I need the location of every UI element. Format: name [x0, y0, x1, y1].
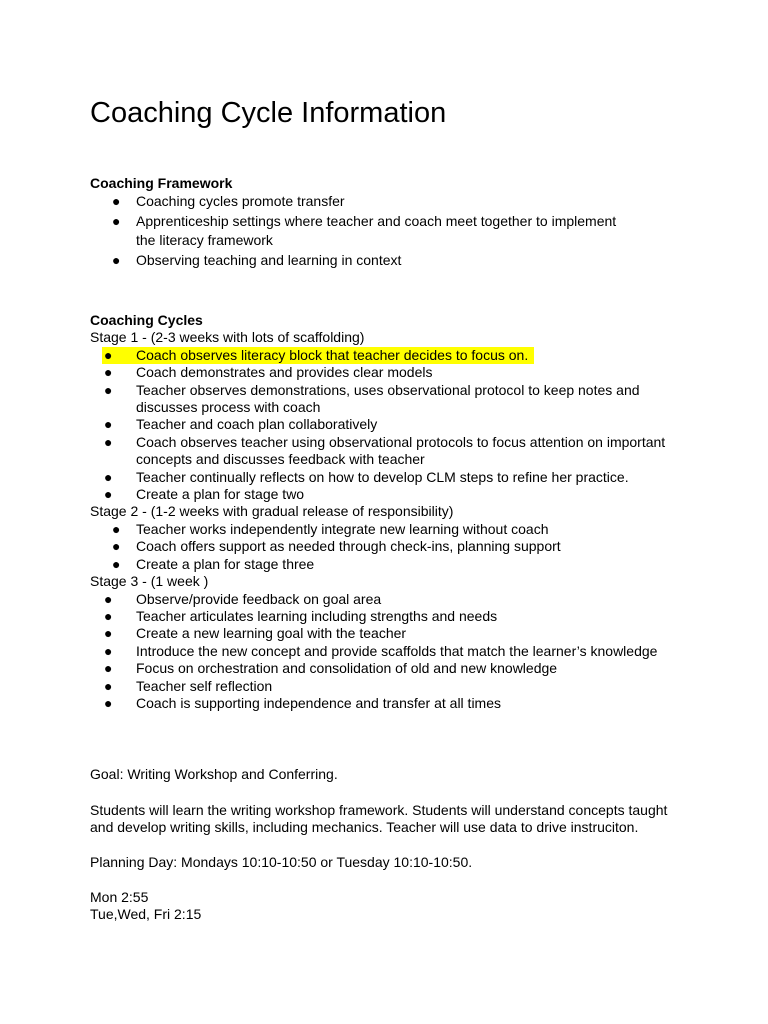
list-item-text: Observe/provide feedback on goal area	[136, 590, 382, 607]
schedule-section	[90, 889, 710, 924]
list-item-text: Coach observes literacy block that teacher decides to focus on.	[136, 346, 529, 363]
bullet-icon: ●	[112, 212, 121, 229]
stage1-label: Stage 1 - (2-3 weeks with lots of scaffolding)	[90, 329, 365, 346]
framework-heading: Coaching Framework	[90, 175, 233, 191]
list-item	[90, 192, 710, 212]
list-item-text: Teacher self reflection	[136, 677, 273, 694]
stage3-list	[90, 591, 710, 713]
framework-section	[90, 175, 710, 270]
list-item	[90, 251, 710, 271]
list-item	[90, 538, 710, 555]
stage3-label: Stage 3 - (1 week )	[90, 573, 209, 590]
stage2-label: Stage 2 - (1-2 weeks with gradual release of responsibility)	[90, 503, 454, 520]
cycles-heading: Coaching Cycles	[90, 312, 203, 328]
list-item-text: Coach demonstrates and provides clear models	[136, 364, 433, 381]
list-item-text: Teacher observes demonstrations, uses observational protocol to keep notes and discusses process with coach	[136, 381, 640, 416]
list-item	[90, 364, 710, 381]
bullet-icon: ●	[104, 468, 113, 485]
cycles-section	[90, 312, 710, 712]
students-section	[90, 802, 680, 837]
list-item	[90, 469, 710, 486]
schedule-line-tue-wed-fri: Tue,Wed, Fri 2:15	[90, 906, 202, 923]
bullet-icon: ●	[104, 433, 113, 450]
bullet-icon: ●	[104, 346, 113, 363]
list-item-text: Create a plan for stage two	[136, 486, 305, 503]
bullet-icon: ●	[104, 625, 113, 642]
list-item-text: Teacher and coach plan collaboratively	[136, 416, 378, 433]
list-item-text: Create a plan for stage three	[136, 555, 315, 572]
list-item	[90, 695, 710, 712]
list-item-text: Coach observes teacher using observational protocols to focus attention on important concepts and discusses feedback with teacher	[136, 433, 666, 468]
list-item	[90, 416, 710, 433]
list-item-text: Teacher continually reflects on how to develop CLM steps to refine her practice.	[136, 468, 629, 485]
list-item	[90, 521, 710, 538]
list-item	[90, 382, 646, 417]
stage1-list	[90, 347, 710, 504]
list-item-text: Teacher articulates learning including strengths and needs	[136, 607, 498, 624]
list-item-text: Observing teaching and learning in context	[136, 251, 402, 268]
bullet-icon: ●	[104, 364, 113, 381]
list-item-text: Coaching cycles promote transfer	[136, 193, 345, 210]
bullet-icon: ●	[112, 538, 121, 555]
list-item	[90, 486, 710, 503]
bullet-icon: ●	[104, 677, 113, 694]
planning-text: Planning Day: Mondays 10:10-10:50 or Tuesday 10:10-10:50.	[90, 854, 473, 870]
bullet-icon: ●	[104, 416, 113, 433]
list-item	[90, 643, 710, 660]
list-item	[90, 625, 710, 642]
bullet-icon: ●	[104, 642, 113, 659]
schedule-line-mon: Mon 2:55	[90, 889, 149, 905]
page-title: Coaching Cycle Information	[90, 97, 447, 129]
bullet-icon: ●	[104, 486, 113, 503]
students-text: Students will learn the writing workshop framework. Students will understand concepts taught and develop writing skills, including mechanics. Teacher will use data to drive instruciton.	[90, 802, 668, 836]
goal-text: Goal: Writing Workshop and Conferring.	[90, 766, 338, 782]
bullet-icon: ●	[112, 193, 121, 210]
goal-section	[90, 766, 710, 783]
bullet-icon: ●	[112, 555, 121, 572]
bullet-icon: ●	[112, 520, 121, 537]
list-item-text: Teacher works independently integrate new learning without coach	[136, 520, 549, 537]
list-item	[90, 608, 710, 625]
list-item-text: Apprenticeship settings where teacher and coach meet together to implement the literacy framework	[136, 212, 617, 249]
list-item-text: Focus on orchestration and consolidation of old and new knowledge	[136, 660, 558, 677]
list-item-text: Coach offers support as needed through check-ins, planning support	[136, 538, 561, 555]
list-item-highlighted	[102, 347, 534, 364]
list-item	[90, 660, 710, 677]
list-item	[90, 556, 710, 573]
bullet-icon: ●	[104, 660, 113, 677]
planning-section	[90, 854, 710, 871]
framework-list	[90, 192, 710, 270]
list-item	[90, 591, 710, 608]
list-item	[90, 212, 636, 251]
bullet-icon: ●	[104, 694, 113, 711]
list-item	[90, 678, 710, 695]
list-item-text: Introduce the new concept and provide scaffolds that match the learner’s knowledge	[136, 642, 658, 659]
stage2-list	[90, 521, 710, 573]
bullet-icon: ●	[104, 607, 113, 624]
bullet-icon: ●	[104, 590, 113, 607]
list-item-text: Coach is supporting independence and transfer at all times	[136, 694, 501, 711]
list-item	[90, 434, 716, 469]
bullet-icon: ●	[112, 251, 121, 268]
list-item-text: Create a new learning goal with the teacher	[136, 625, 407, 642]
bullet-icon: ●	[104, 381, 113, 398]
